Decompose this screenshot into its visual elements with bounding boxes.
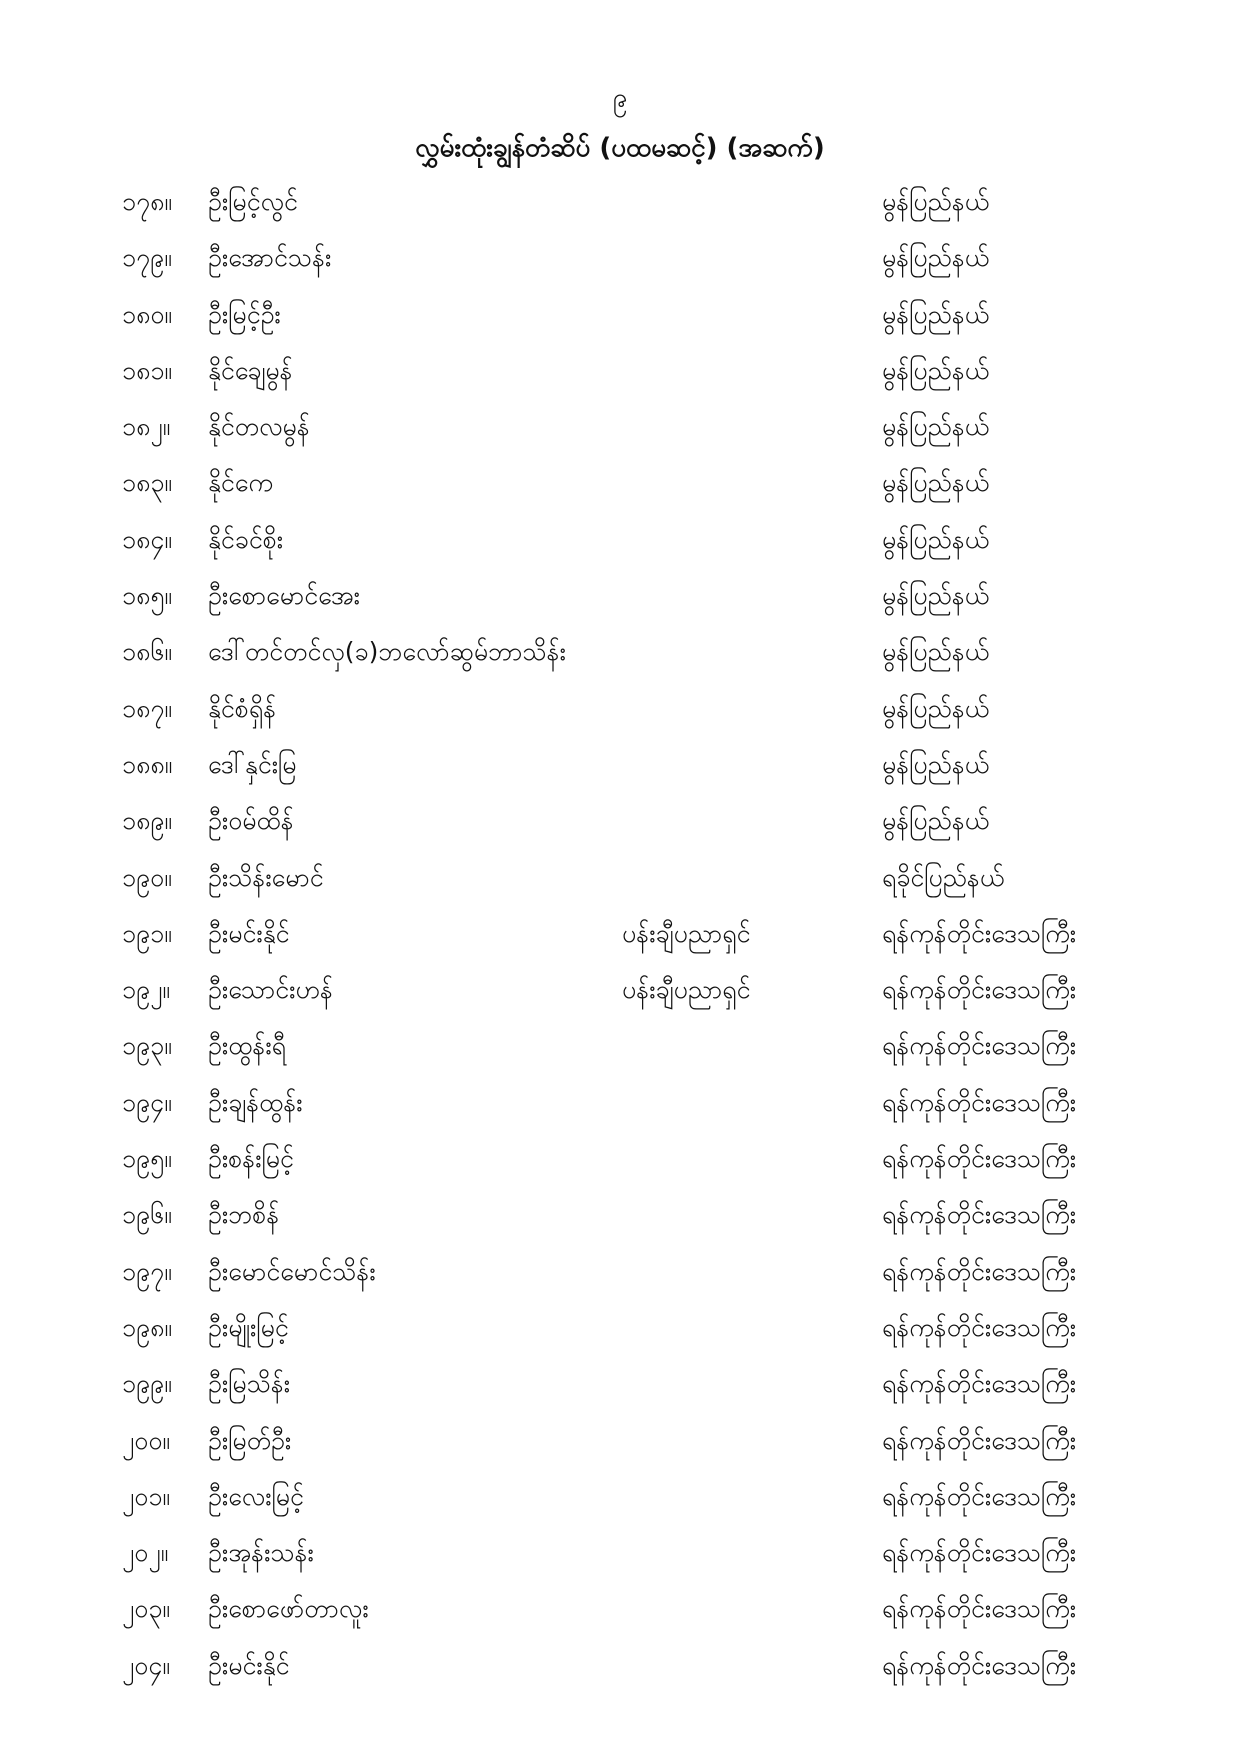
page-title: လွှမ်းထုံးချွန်တံဆိပ် (ပထမဆင့်) (အဆက်) bbox=[415, 133, 825, 163]
list-item bbox=[0, 745, 1240, 801]
recipient-name: ဦးစောဖော်တာလူး bbox=[208, 1594, 369, 1624]
list-item bbox=[0, 1308, 1240, 1364]
list-item bbox=[0, 1364, 1240, 1420]
entry-number: ၁၉၃။ bbox=[122, 1031, 172, 1061]
list-item bbox=[0, 295, 1240, 351]
recipient-region: ရန်ကုန်တိုင်းဒေသကြီး bbox=[882, 1425, 1077, 1455]
entry-number: ၁၉၆။ bbox=[122, 1200, 172, 1230]
recipient-region: မွန်ပြည်နယ် bbox=[882, 299, 990, 329]
recipient-region: ရန်ကုန်တိုင်းဒေသကြီး bbox=[882, 1256, 1077, 1286]
entry-number: ၁၉၂။ bbox=[122, 975, 170, 1005]
recipient-region: ရန်ကုန်တိုင်းဒေသကြီး bbox=[882, 1650, 1077, 1680]
list-item bbox=[0, 1421, 1240, 1477]
entry-number: ၂၀၀။ bbox=[122, 1425, 170, 1455]
list-item bbox=[0, 858, 1240, 914]
recipient-name: ဦးမြင့်လွင် bbox=[208, 187, 298, 216]
recipient-name: ဦးချန်ထွန်း bbox=[208, 1087, 303, 1117]
entry-number: ၁၈၁။ bbox=[122, 355, 172, 385]
recipient-name: ဦးသိန်းမောင် bbox=[208, 862, 324, 892]
entry-number: ၁၈၈။ bbox=[122, 749, 173, 779]
recipient-name: ဦးလေးမြင့် bbox=[208, 1481, 304, 1511]
entry-number: ၁၉၅။ bbox=[122, 1144, 172, 1174]
entry-number: ၁၉၉။ bbox=[122, 1369, 172, 1399]
recipient-region: မွန်ပြည်နယ် bbox=[882, 637, 990, 667]
recipient-region: ရန်ကုန်တိုင်းဒေသကြီး bbox=[882, 1144, 1077, 1174]
list-item bbox=[0, 463, 1240, 519]
recipient-region: ရန်ကုန်တိုင်းဒေသကြီး bbox=[882, 1481, 1077, 1511]
list-item bbox=[0, 801, 1240, 857]
recipient-region: မွန်ပြည်နယ် bbox=[882, 243, 990, 273]
recipient-name: နိုင်ကေ bbox=[208, 468, 273, 498]
entry-number: ၁၈၉။ bbox=[122, 806, 172, 836]
entry-number: ၁၈၅။ bbox=[122, 581, 172, 611]
recipient-region: မွန်ပြည်နယ် bbox=[882, 693, 990, 723]
recipient-name: ဦးမြင့်ဦး bbox=[208, 299, 281, 329]
recipient-name: ဦးမြတ်ဦး bbox=[208, 1425, 292, 1455]
recipient-name: ဦးမျိုးမြင့် bbox=[208, 1312, 289, 1342]
recipient-region: ရန်ကုန်တိုင်းဒေသကြီး bbox=[882, 975, 1077, 1005]
entry-number: ၂၀၁။ bbox=[122, 1481, 170, 1511]
entry-number: ၁၈၆။ bbox=[122, 637, 172, 667]
list-item bbox=[0, 1477, 1240, 1533]
recipient-name: ဦးမင်းနိုင် bbox=[208, 1650, 290, 1680]
entry-number: ၁၉၁။ bbox=[122, 918, 172, 948]
recipient-name: ဦးမြသိန်း bbox=[208, 1369, 291, 1399]
recipient-region: မွန်ပြည်နယ် bbox=[882, 412, 990, 442]
recipient-name: ဦးဝမ်ထိန် bbox=[208, 806, 294, 836]
recipient-name: ဦးစန်းမြင့် bbox=[208, 1144, 294, 1174]
recipient-name: ဦးအုန်းသန်း bbox=[208, 1538, 314, 1568]
recipient-region: မွန်ပြည်နယ် bbox=[882, 524, 990, 554]
recipient-region: မွန်ပြည်နယ် bbox=[882, 187, 990, 216]
list-item bbox=[0, 351, 1240, 407]
recipient-region: မွန်ပြည်နယ် bbox=[882, 468, 990, 498]
entry-number: ၂၀၃။ bbox=[122, 1594, 170, 1624]
entry-number: ၁၈၃။ bbox=[122, 468, 172, 498]
recipient-region: ရန်ကုန်တိုင်းဒေသကြီး bbox=[882, 918, 1077, 948]
list-item bbox=[0, 1533, 1240, 1589]
recipient-profession: ပန်းချီပညာရှင် bbox=[622, 975, 751, 1005]
recipient-name: ဒေါ်နှင်းမြ bbox=[208, 749, 297, 779]
recipient-name: ဦးစောမောင်အေး bbox=[208, 581, 361, 611]
recipient-region: ရန်ကုန်တိုင်းဒေသကြီး bbox=[882, 1200, 1077, 1230]
entry-number: ၁၈၀။ bbox=[122, 299, 172, 329]
list-item bbox=[0, 689, 1240, 745]
list-item bbox=[0, 407, 1240, 463]
recipient-name: ဒေါ်တင်တင်လှ(ခ)ဘလော်ဆွမ်ဘာသိန်း bbox=[208, 637, 566, 667]
list-item bbox=[0, 1195, 1240, 1251]
recipient-name: ဦးထွန်းရီ bbox=[208, 1031, 287, 1061]
recipient-region: ရန်ကုန်တိုင်းဒေသကြီး bbox=[882, 1031, 1077, 1061]
entry-number: ၁၇၈။ bbox=[122, 187, 172, 216]
award-recipient-list bbox=[0, 182, 1240, 1702]
recipient-name: နိုင်ခင်စိုး bbox=[208, 524, 284, 554]
entry-number: ၁၇၉။ bbox=[122, 243, 172, 273]
entry-number: ၁၉၈။ bbox=[122, 1312, 172, 1342]
list-item bbox=[0, 970, 1240, 1026]
recipient-name: နိုင်စံရှိန် bbox=[208, 693, 277, 723]
recipient-name: ဦးဘစိန် bbox=[208, 1200, 280, 1230]
list-item bbox=[0, 1083, 1240, 1139]
recipient-region: ရန်ကုန်တိုင်းဒေသကြီး bbox=[882, 1538, 1077, 1568]
page-number: ၉ bbox=[612, 83, 628, 113]
list-item bbox=[0, 914, 1240, 970]
list-item bbox=[0, 520, 1240, 576]
entry-number: ၁၈၂။ bbox=[122, 412, 171, 442]
recipient-region: ရန်ကုန်တိုင်းဒေသကြီး bbox=[882, 1087, 1077, 1117]
list-item bbox=[0, 238, 1240, 294]
recipient-profession: ပန်းချီပညာရှင် bbox=[622, 918, 751, 948]
recipient-name: နိုင်ချေမွန် bbox=[208, 355, 293, 385]
list-item bbox=[0, 576, 1240, 632]
list-item bbox=[0, 1026, 1240, 1082]
entry-number: ၂၀၄။ bbox=[122, 1650, 170, 1680]
entry-number: ၁၉၄။ bbox=[122, 1087, 172, 1117]
recipient-region: ရန်ကုန်တိုင်းဒေသကြီး bbox=[882, 1312, 1077, 1342]
recipient-name: ဦးမင်းနိုင် bbox=[208, 918, 290, 948]
entry-number: ၁၉၇။ bbox=[122, 1256, 172, 1286]
entry-number: ၁၈၇။ bbox=[122, 693, 172, 723]
recipient-region: မွန်ပြည်နယ် bbox=[882, 355, 990, 385]
list-item bbox=[0, 1252, 1240, 1308]
recipient-region: ရခိုင်ပြည်နယ် bbox=[882, 862, 1005, 892]
recipient-name: နိုင်တလမွန် bbox=[208, 412, 310, 442]
list-item bbox=[0, 182, 1240, 238]
entry-number: ၁၉၀။ bbox=[122, 862, 172, 892]
recipient-region: မွန်ပြည်နယ် bbox=[882, 806, 990, 836]
recipient-region: ရန်ကုန်တိုင်းဒေသကြီး bbox=[882, 1369, 1077, 1399]
list-item bbox=[0, 1589, 1240, 1645]
recipient-region: မွန်ပြည်နယ် bbox=[882, 749, 990, 779]
recipient-region: မွန်ပြည်နယ် bbox=[882, 581, 990, 611]
recipient-name: ဦးအောင်သန်း bbox=[208, 243, 332, 273]
list-item bbox=[0, 1139, 1240, 1195]
entry-number: ၂၀၂။ bbox=[122, 1538, 169, 1568]
recipient-name: ဦးမောင်မောင်သိန်း bbox=[208, 1256, 376, 1286]
list-item bbox=[0, 1646, 1240, 1702]
recipient-region: ရန်ကုန်တိုင်းဒေသကြီး bbox=[882, 1594, 1077, 1624]
list-item bbox=[0, 632, 1240, 688]
entry-number: ၁၈၄။ bbox=[122, 524, 172, 554]
recipient-name: ဦးသောင်းဟန် bbox=[208, 975, 333, 1005]
